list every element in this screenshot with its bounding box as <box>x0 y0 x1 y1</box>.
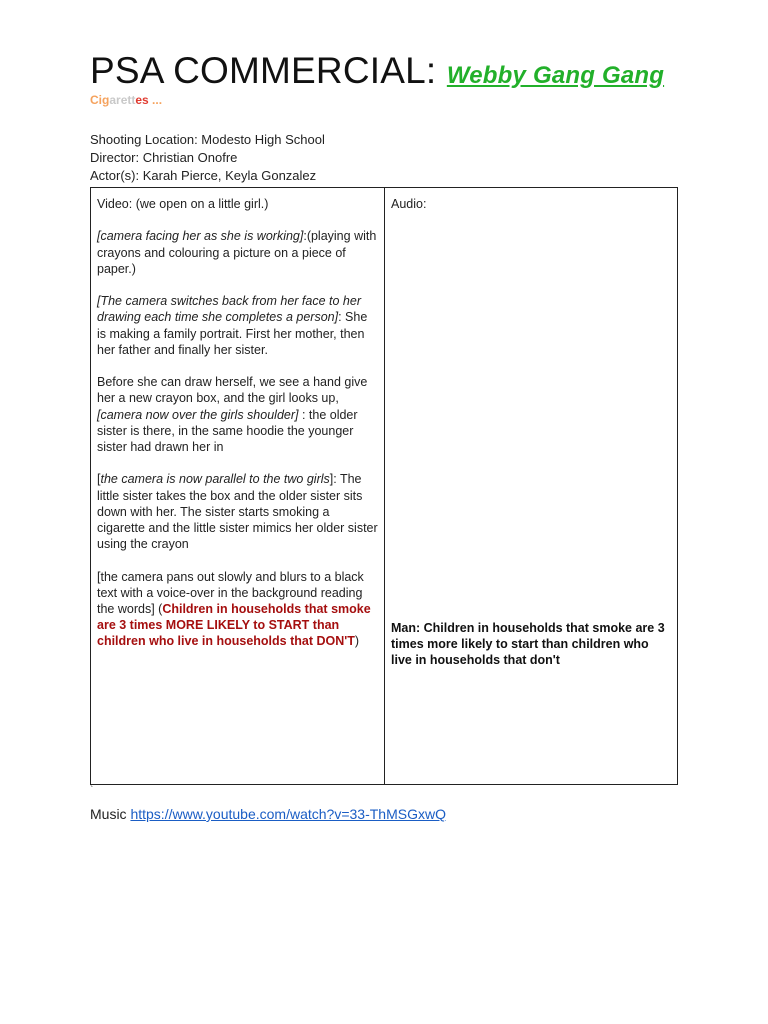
video-paragraph <box>97 471 378 552</box>
video-paragraph <box>97 196 378 212</box>
stray-backtick: ` <box>90 785 94 796</box>
tagline <box>90 93 162 107</box>
script-text: Video: (we open on a little girl.) <box>97 197 269 211</box>
script-table <box>90 187 678 785</box>
tagline-segment: Cig <box>90 93 110 107</box>
video-paragraph <box>97 228 378 277</box>
camera-direction: [camera now over the girls shoulder] <box>97 407 299 422</box>
camera-direction: the camera is now parallel to the two girls <box>100 472 330 487</box>
script-text: : She is making a family portrait. First her mother, then her father and finally her sister. <box>97 310 368 357</box>
audio-column <box>385 188 677 784</box>
script-text: ) <box>354 634 360 649</box>
video-column <box>91 188 385 784</box>
warning-text: Children in households that smoke are 3 times MORE LIKELY to START than children who live in households that DON'T <box>97 602 371 649</box>
director: Director: Christian Onofre <box>90 150 238 165</box>
music-label: Music <box>90 806 131 822</box>
tagline-segment: es <box>135 93 149 107</box>
tagline-segment: arett <box>109 93 136 107</box>
music-line <box>90 806 446 822</box>
camera-direction: [The camera switches back from her face to her drawing each time she completes a person] <box>97 294 361 325</box>
actors: Actor(s): Karah Pierce, Keyla Gonzalez <box>90 168 317 183</box>
subtitle-text: Webby Gang Gang <box>446 62 665 89</box>
camera-direction: [camera facing her as she is working] <box>97 229 304 244</box>
shooting-location: Shooting Location: Modesto High School <box>90 132 325 147</box>
audio-voiceover-line: Man: Children in households that smoke are 3 times more likely to start than children who live in households that don't <box>391 621 665 668</box>
script-text: ]: The little sister takes the box and the older sister sits down with her. The sister starts smoking a cigarette and the little sister mimics her older sister using the crayon <box>97 472 378 552</box>
tagline-segment: ... <box>148 93 163 107</box>
page-title <box>90 50 664 92</box>
audio-label: Audio: <box>391 197 427 211</box>
script-text: : the older sister is there, in the same hoodie the younger sister had drawn her in <box>97 407 358 454</box>
script-text: Before she can draw herself, we see a hand give her a new crayon box, and the girl looks up, <box>97 375 368 406</box>
music-link[interactable]: https://www.youtube.com/watch?v=33-ThMSGxwQ <box>130 806 446 822</box>
script-text: [the camera pans out slowly and blurs to a black text with a voice-over in the background reading the words] ( <box>97 569 364 616</box>
video-paragraph <box>97 374 378 455</box>
video-paragraph <box>97 569 378 650</box>
production-info <box>90 131 325 185</box>
title-text: PSA COMMERCIAL: <box>90 50 447 91</box>
video-paragraph <box>97 293 378 358</box>
script-text: :(playing with crayons and colouring a picture on a piece of paper.) <box>97 229 377 276</box>
script-text: [ <box>97 472 101 487</box>
